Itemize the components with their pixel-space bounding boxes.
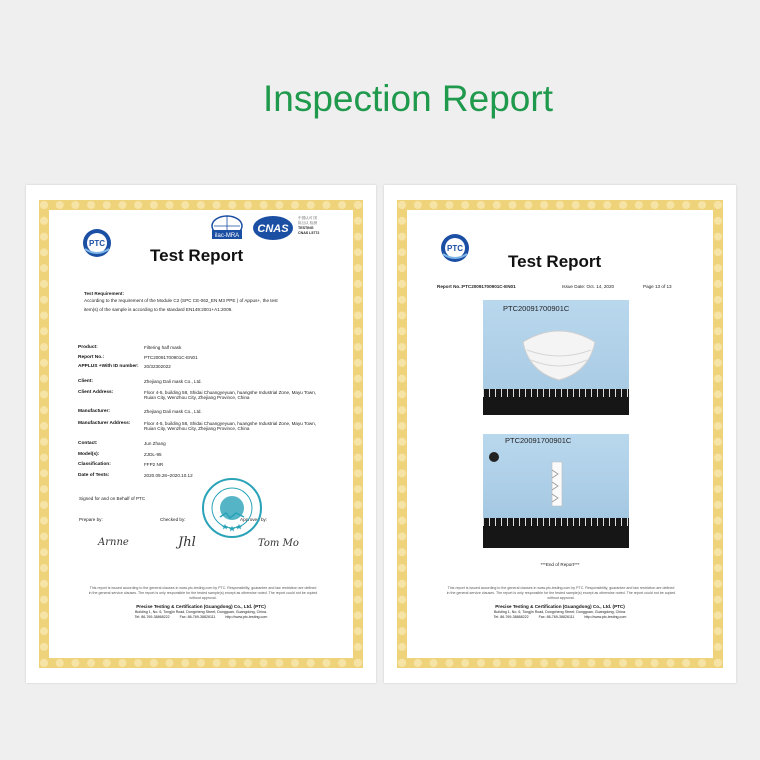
svg-text:PTC: PTC — [447, 244, 463, 253]
footer-contact: Tel: 86-769-38868222 Fax: 86-769-38826111 http://www.ptc-testing.com — [134, 615, 268, 619]
marker-dot — [489, 452, 499, 462]
cnas-mark-text: CNAS — [257, 223, 289, 235]
ptc-logo-icon — [439, 232, 471, 264]
field-label: APPLUS +With ID number: — [78, 364, 139, 369]
footer-company: Precise Testing & Certification (Guangdong) Co., Ltd. (PTC) — [495, 604, 625, 609]
field-value: Zhejiang Dali mask Co., Ltd. — [144, 409, 202, 414]
footer-note: This report is issued according to the general clauses in www.ptc-testing.com by PTC. Responsibility, guarantee and law restriction are defined in the general service clauses. The report is only responsible for the tested sample(s) except as otherwise noted. The report could not be copied without approval. — [88, 586, 318, 600]
report-title: Test Report — [508, 252, 602, 271]
signature-prepared: Arnne — [98, 537, 129, 548]
signed-text: Signed for and on Behalf of PTC — [79, 496, 146, 501]
svg-text:PTC: PTC — [89, 239, 105, 248]
field-row — [78, 345, 328, 350]
field-row — [78, 421, 328, 431]
certificate-page-right — [384, 185, 736, 683]
field-row — [78, 441, 328, 446]
field-label: Report No.: — [78, 355, 105, 360]
signature-approved: Tom Mo — [258, 538, 299, 549]
field-row — [78, 452, 328, 457]
field-value: Floor 4-5, building 58, Shidai Chuangyeyuan, huangshe Industrial Zone, Mayu Town, Ruian City, Wenzhou City, Zhejiang Province, China — [144, 390, 317, 400]
cnas-mark-caption — [298, 216, 342, 236]
end-of-report: ***End of Report*** — [540, 562, 580, 567]
footer-address: Building 1, No. 6, Tongjin Road, Dongcheng Street, Dongguan, Guangdong, China. — [135, 610, 267, 614]
field-value: Zhejiang Dali mask Co., Ltd. — [144, 379, 202, 384]
field-row — [78, 462, 328, 467]
field-value: FFP2 NR — [144, 462, 164, 467]
field-label: Product: — [78, 345, 98, 350]
field-value: PTC20091700901C-EN01 — [144, 355, 198, 360]
requirement-heading: Test Requirement: — [84, 291, 124, 296]
footer-address: Building 1, No. 6, Tongjin Road, Dongcheng Street, Dongguan, Guangdong, China. — [494, 610, 626, 614]
field-row — [78, 409, 328, 414]
field-value: Jun Zhang — [144, 441, 166, 446]
footer-contact: Tel: 86-769-38868222 Fax: 86-769-38826111 http://www.ptc-testing.com — [493, 615, 627, 619]
sample-photo-strap — [483, 434, 629, 548]
mask-shape — [519, 322, 599, 382]
ilac-mra-icon — [209, 215, 245, 241]
field-label: Model(s): — [78, 452, 100, 457]
requirement-line-2: item(s) of the sample is according to the standard EN149:2001+A1:2009. — [84, 307, 233, 312]
field-value: Floor 4-5, building 58, Shidai Chuangyeyuan, huangshe Industrial Zone, Mayu Town, Ruian City, Wenzhou City, Zhejiang Province, China — [144, 421, 317, 431]
cnas-number: CNAS L5772 — [298, 231, 320, 235]
ilac-mark-text: ilac-MRA — [214, 233, 240, 239]
page-number: Page 13 of 13 — [643, 284, 672, 289]
ruler — [483, 518, 629, 548]
field-value: ZJDL-95 — [144, 452, 162, 457]
prepare-label: Prepare by: — [79, 517, 103, 522]
certification-stamp-icon — [201, 477, 263, 539]
field-value: 20/32302022 — [144, 364, 171, 369]
page-title: Inspection Report — [262, 78, 553, 119]
footer-company: Precise Testing & Certification (Guangdong) Co., Ltd. (PTC) — [136, 604, 266, 609]
field-label: Classification: — [78, 462, 111, 467]
sample-photo-front — [483, 300, 629, 415]
approved-label: Approved by: — [240, 517, 268, 522]
field-row — [78, 355, 328, 360]
field-label: Date of Tests: — [78, 473, 110, 478]
cnas-icon — [252, 215, 294, 241]
issue-date: Issue Date: Oct. 14, 2020 — [562, 284, 615, 289]
ear-loop-clip — [549, 460, 565, 508]
field-row — [78, 379, 328, 384]
field-label: Contact: — [78, 441, 98, 446]
requirement-line-1: According to the requirement of the Module C2 (SPC CE-062_EN M3 PPE ) of Appus+, the test — [84, 298, 278, 303]
signature-checked: Jhl — [178, 535, 196, 550]
report-title: Test Report — [150, 246, 244, 265]
field-label: Client: — [78, 379, 93, 384]
photo-label-1: PTC20091700901C — [503, 304, 570, 313]
report-number: Report No.:PTC20091700901C-EN01 — [437, 284, 516, 289]
ruler — [483, 389, 629, 415]
field-label: Manufacturer: — [78, 409, 110, 414]
cnas-cn-text: 中国认可 国际互认 检测 — [298, 216, 317, 225]
ptc-logo-icon — [81, 227, 113, 259]
footer-note: This report is issued according to the general clauses in www.ptc-testing.com by PTC. Responsibility, guarantee and law restriction are defined in the general service clauses. The report is only responsible for the tested sample(s) except as otherwise noted. The report could not be copied without approval. — [446, 586, 676, 600]
certificate-page-left — [26, 185, 376, 683]
field-row — [78, 364, 328, 369]
field-value: 2020.09.28~2020.10.12 — [144, 473, 193, 478]
cnas-testing-text: TESTING — [298, 226, 314, 230]
field-label: Manufacturer Address: — [78, 421, 131, 426]
field-value: Filtering half mask — [144, 345, 182, 350]
checked-label: Checked by: — [160, 517, 186, 522]
field-label: Client Address: — [78, 390, 114, 395]
field-row — [78, 390, 328, 400]
photo-label-2: PTC20091700901C — [505, 436, 572, 445]
